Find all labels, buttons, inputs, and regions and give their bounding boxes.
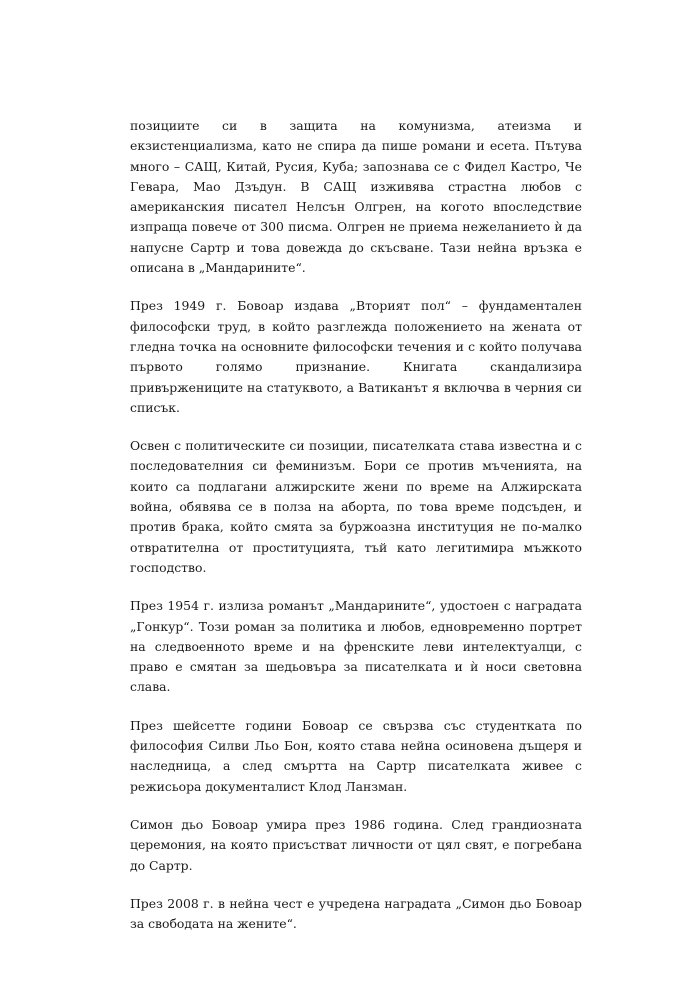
paragraph: позициите си в защита на комунизма, атеизма и екзистенциализма, като не спира да пише романи и есета. Пътува много – САЩ, Китай, Русия, Куба; запознава се с Фидел Кастро, Че Гевара, Мао Дзъдун. В САЩ изживява страстна любов с американския писател Нелсън Олгрен, на когото впоследствие изпраща повече от 300 писма. Олгрен не приема нежеланието ѝ да напусне Сартр и това довежда до скъсване. Тази нейна връзка е описана в „Мандарините“. — [130, 118, 582, 276]
paragraph: През шейсетте години Бовоар се свързва със студентката по философия Силви Льо Бон, която става нейна осиновена дъщеря и наследница, а след смъртта на Сартр писателката живее с режисьора документалист Клод Ланзман. — [130, 717, 582, 794]
body-text — [130, 116, 582, 952]
paragraph: Освен с политическите си позиции, писателката става известна и с последователния си феминизъм. Бори се против мъченията, на които са подлагани алжирските жени по време на Алжирската война, обявява се в полза на аборта, по това време подсъден, и против брака, който смята за буржоазна институция не по-малко отвратителна от проституцията, тъй като легитимира мъжкото господство. — [130, 438, 582, 575]
paragraph: През 2008 г. в нейна чест е учредена наградата „Симон дьо Бовоар за свободата на жените“. — [130, 895, 582, 932]
paragraph: През 1954 г. излиза романът „Мандарините“, удостоен с наградата „Гонкур“. Този роман за политика и любов, едновременно портрет на следвоенното време и на френските леви интелектуалци, с право е смятан за шедьовъра за писателката и ѝ носи световна слава. — [130, 598, 582, 695]
paragraph: Симон дьо Бовоар умира през 1986 година. След грандиозната церемония, на която присъстват личности от цял свят, е погребана до Сартр. — [130, 816, 582, 873]
paragraph: През 1949 г. Бовоар издава „Вторият пол“ – фундаментален философски труд, в който разглежда положението на жената от гледна точка на основните философски течения и с който получава първото голямо признание. Книгата скандализира привържениците на статуквото, а Ватиканът я включва в черния си списък. — [130, 298, 582, 415]
